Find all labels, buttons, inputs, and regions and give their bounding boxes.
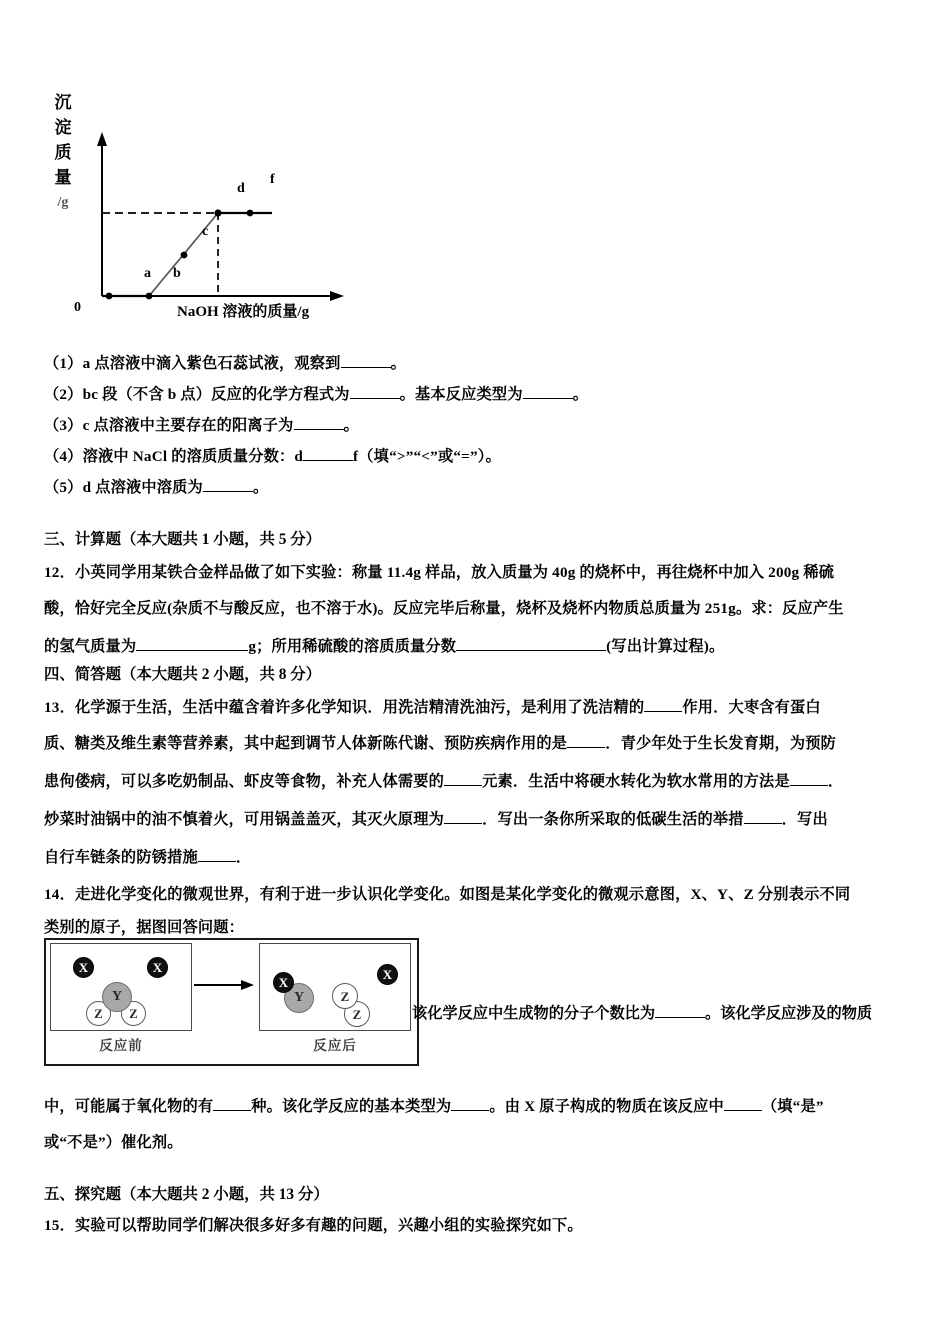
answer-blank[interactable] xyxy=(213,1110,251,1111)
atom-label: X xyxy=(78,960,89,975)
point-label-b: b xyxy=(173,266,181,281)
question-14-after-c: 。由 X 原子构成的物质在该反应中 xyxy=(489,1098,724,1115)
subquestion-1-text: （1）a 点溶液中滴入紫色石蕊试液，观察到 xyxy=(44,355,341,372)
subquestion-3-tail: 。 xyxy=(343,417,359,434)
question-15: 15．实验可以帮助同学们解决很多好多有趣的问题，兴趣小组的实验探究如下。 xyxy=(44,1217,583,1234)
question-13-l4a: 炒菜时油锅中的油不慎着火，可用锅盖盖灭，其灭火原理为 xyxy=(44,811,445,828)
answer-blank[interactable] xyxy=(744,823,782,824)
question-13-l4b: ．写出一条你所采取的低碳生活的举措 xyxy=(482,811,744,828)
y-axis-label xyxy=(50,90,76,215)
question-13-l3a: 患佝偻病，可以多吃奶制品、虾皮等食物，补充人体需要的 xyxy=(44,773,445,790)
answer-blank[interactable] xyxy=(724,1110,762,1111)
y-axis-arrow xyxy=(97,132,107,146)
data-point-a xyxy=(106,293,113,300)
subquestion-1-tail: 。 xyxy=(390,355,406,372)
point-label-c: c xyxy=(202,224,209,239)
atom-x xyxy=(147,957,168,978)
section-short-answer xyxy=(44,660,924,877)
answer-blank[interactable] xyxy=(456,650,606,651)
question-13-l1a: 13．化学源于生活，生活中蕴含着许多化学知识．用洗洁精清洗油污，是利用了洗洁精的 xyxy=(44,699,645,716)
subquestion-4-tail: 。 xyxy=(485,448,501,465)
question-14-after-b: 种。该化学反应的基本类型为 xyxy=(251,1098,452,1115)
answer-blank[interactable] xyxy=(790,785,828,786)
section-inquiry xyxy=(44,1180,924,1242)
subquestion-1 xyxy=(44,348,924,379)
atom-label: X xyxy=(382,967,393,982)
question-13-l5b: ． xyxy=(235,849,252,866)
question-13-line-3 xyxy=(44,763,924,801)
question-13-l3c: ． xyxy=(827,773,844,790)
atom-x xyxy=(377,964,398,985)
atom-z xyxy=(332,983,358,1009)
subquestion-5-lead: （5）d 点溶液中溶质为 xyxy=(44,479,203,496)
question-13-line-1 xyxy=(44,690,924,725)
reaction-arrow-icon xyxy=(194,976,256,994)
question-13-l4c: ．写出 xyxy=(781,811,828,828)
x-axis-label: NaOH 溶液的质量/g xyxy=(177,304,310,320)
question-13-l1b: 作用．大枣含有蛋白 xyxy=(682,699,821,716)
question-14-line-1: 14．走进化学变化的微观世界，有利于进一步认识化学变化。如图是某化学变化的微观示意图，X、Y、Z 分别表示不同 xyxy=(44,886,851,903)
y-axis-label-char-3: 质 xyxy=(54,143,72,162)
chart-svg xyxy=(42,88,462,333)
question-14-line-2: 类别的原子，据图回答问题： xyxy=(44,919,245,936)
atom-label: Y xyxy=(111,989,123,1004)
atom-label: Y xyxy=(293,990,305,1005)
origin-label: 0 xyxy=(74,300,81,315)
question-12-line-1: 12．小英同学用某铁合金样品做了如下实验：称量 11.4g 样品，放入质量为 40g 的烧杯中，再往烧杯中加入 200g 稀硫 xyxy=(44,564,835,581)
point-label-f: f xyxy=(270,172,275,187)
subquestion-5 xyxy=(44,472,924,503)
subquestion-3-lead: （3）c 点溶液中主要存在的阳离子为 xyxy=(44,417,294,434)
atom-x xyxy=(73,957,94,978)
answer-blank[interactable] xyxy=(655,1017,705,1018)
question-14-line-4: 或“不是”）催化剂。 xyxy=(44,1134,183,1151)
answer-blank[interactable] xyxy=(567,747,605,748)
section-4-heading: 四、简答题（本大题共 2 小题，共 8 分） xyxy=(44,666,322,683)
atom-label: Z xyxy=(340,988,350,1004)
question-14-after-d: （填“是” xyxy=(761,1098,824,1115)
subquestion-2-lead: （2）bc 段（不含 b 点）反应的化学方程式为 xyxy=(44,386,350,403)
section-calculation xyxy=(44,525,924,666)
subquestion-4-lead: （4）溶液中 NaCl 的溶质质量分数：d xyxy=(44,448,304,465)
x-axis-arrow xyxy=(330,291,344,301)
answer-blank[interactable] xyxy=(451,1110,489,1111)
section-3-heading: 三、计算题（本大题共 1 小题，共 5 分） xyxy=(44,531,322,548)
subquestion-2-mid: 。基本反应类型为 xyxy=(399,386,523,403)
question-13-l3b: 元素．生活中将硬水转化为软水常用的方法是 xyxy=(482,773,790,790)
question-14-side-text xyxy=(412,998,924,1029)
subquestion-3 xyxy=(44,410,924,441)
before-reaction-box xyxy=(50,943,192,1031)
answer-blank[interactable] xyxy=(350,398,400,399)
y-axis-unit: /g xyxy=(57,195,69,210)
question-13-l5a: 自行车链条的防锈措施 xyxy=(44,849,198,866)
question-14-side-a: 该化学反应中生成物的分子个数比为 xyxy=(412,1005,655,1022)
question-12-line-2: 酸，恰好完全反应(杂质不与酸反应，也不溶于水)。反应完毕后称量，烧杯及烧杯内物质总质量为 251g。求：反应产生 xyxy=(44,600,844,617)
subquestion-4-mid: f（填“>”“<”或“=”） xyxy=(353,448,486,465)
answer-blank[interactable] xyxy=(444,823,482,824)
question-12-line-3-tail: (写出计算过程)。 xyxy=(606,638,725,655)
question-12-line-3-mid: g；所用稀硫酸的溶质质量分数 xyxy=(248,638,457,655)
question-13-line-4 xyxy=(44,801,924,839)
subquestion-4 xyxy=(44,441,924,472)
answer-blank[interactable] xyxy=(136,650,248,651)
question-13-l2b: ．青少年处于生长发育期，为预防 xyxy=(605,735,836,752)
data-point-c xyxy=(181,252,188,259)
question-14-intro xyxy=(44,880,924,946)
y-axis-label-char-1: 沉 xyxy=(54,93,72,112)
section-5-heading: 五、探究题（本大题共 2 小题，共 13 分） xyxy=(44,1186,329,1203)
subquestions-group xyxy=(44,348,924,503)
answer-blank[interactable] xyxy=(523,398,573,399)
subquestion-2-tail: 。 xyxy=(572,386,589,403)
question-14-side-b: 。该化学反应涉及的物质 xyxy=(705,1005,873,1022)
question-14-after-a: 中，可能属于氧化物的有 xyxy=(44,1098,214,1115)
precipitate-vs-naoh-chart xyxy=(42,88,462,333)
y-axis-label-char-4: 量 xyxy=(54,168,72,187)
question-14-line-3 xyxy=(44,1090,924,1124)
microscopic-reaction-diagram xyxy=(44,938,419,1066)
atom-x xyxy=(273,972,294,993)
atom-label: Z xyxy=(129,1006,138,1021)
after-reaction-box xyxy=(259,943,411,1031)
atom-label: Z xyxy=(352,1006,362,1022)
answer-blank[interactable] xyxy=(303,460,353,461)
atom-label: X xyxy=(152,960,163,975)
point-label-d: d xyxy=(237,181,245,196)
answer-blank[interactable] xyxy=(341,367,391,368)
point-label-a: a xyxy=(144,266,151,281)
answer-blank[interactable] xyxy=(198,861,236,862)
question-13-line-5 xyxy=(44,839,924,877)
atom-label: X xyxy=(278,975,289,990)
subquestion-2 xyxy=(44,379,924,410)
answer-blank[interactable] xyxy=(294,429,344,430)
data-point-f xyxy=(247,210,254,217)
atom-label: Z xyxy=(94,1006,103,1021)
y-axis-label-char-2: 淀 xyxy=(54,118,72,137)
answer-blank[interactable] xyxy=(203,491,253,492)
after-reaction-caption: 反应后 xyxy=(313,1038,357,1053)
question-13-l2a: 质、糖类及维生素等营养素，其中起到调节人体新陈代谢、预防疾病作用的是 xyxy=(44,735,568,752)
subquestion-5-tail: 。 xyxy=(252,479,269,496)
before-reaction-caption: 反应前 xyxy=(99,1038,143,1053)
data-point-b xyxy=(146,293,153,300)
answer-blank[interactable] xyxy=(644,711,682,712)
data-point-d xyxy=(214,209,221,216)
question-13-line-2 xyxy=(44,725,924,763)
answer-blank[interactable] xyxy=(444,785,482,786)
question-12-line-3-lead: 的氢气质量为 xyxy=(44,638,137,655)
atom-y xyxy=(102,982,132,1012)
question-14-continuation xyxy=(44,1090,924,1162)
